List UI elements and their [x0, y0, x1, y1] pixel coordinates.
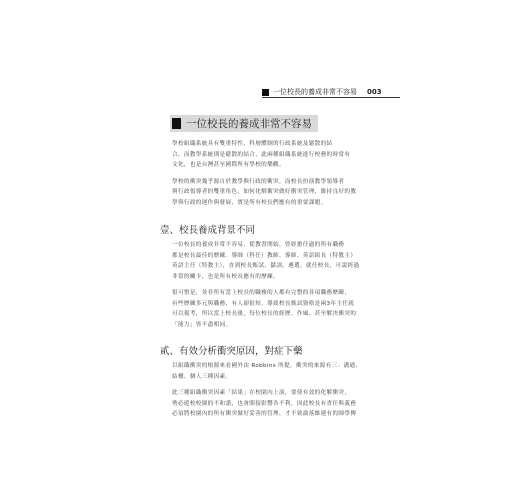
- chapter-title: 一位校長的養成非常不容易: [186, 118, 312, 130]
- text-line: 有些歷練多元與職務，有人卻很短，導致校長甄試資格是兩3年主任就: [172, 300, 355, 307]
- text-line: 很可惜是，並非所有當上校長的職務的人都有完整的各項職務歷練，: [172, 290, 351, 296]
- bookmark-icon: [262, 89, 269, 96]
- section1-text: [160, 240, 375, 336]
- text-line: 都是校長最佳的歷練。導師（科任）教師、導師、英語組長（特教主）: [172, 252, 357, 259]
- text-line: 此三種組織衝突因素「結果」在校園內上演，要使有效的化解衝突，: [172, 390, 351, 396]
- text-line: 與行政領導者的雙重角色，如何化解衝突做好衝突管理，維持良好的教: [172, 189, 357, 195]
- text-line: 學校組織系統具有雙重特性，科層體制的行政系統及鬆散的結: [172, 141, 333, 147]
- text-line: 勢必遊校校園的不和諧，也會間接影響各不利，因此校長有責任與義務: [172, 400, 357, 407]
- intro-text: [160, 139, 375, 214]
- text-line: 「能力」皆不盡相同。: [172, 321, 232, 328]
- text-line: 必須將校園內的所有衝突做好妥善的管理，才不致淪落維運有的師學傳: [172, 411, 357, 417]
- text-line: 英語主任（特教主），直到校長甄試、儲訓、遴選、就任校長，可說經過: [172, 263, 360, 269]
- section-heading: 壹、校長養成背景不同: [160, 225, 256, 236]
- text-line: 文化，也是台灣甚至國際所有學校的樂觀。: [172, 162, 285, 168]
- page-number: 003: [367, 88, 382, 96]
- section-heading: 貳、有效分析衝突原因，對症下藥: [160, 346, 303, 357]
- paragraph: [160, 139, 375, 171]
- paragraph: [160, 240, 375, 282]
- chapter-marker-icon: [172, 118, 181, 129]
- text-line: 非常的關卡，也是所有校長應有的歷練。: [172, 273, 279, 280]
- header-divider: [262, 97, 400, 98]
- section2-text: [160, 361, 375, 426]
- text-line: 可以報考，所以當上校長後，每位校長的經歷、作風、甚至解決衝突的: [172, 311, 357, 317]
- text-line: 合，而教學系統則是鬆散的結合，此兩種組織系統進行校務的時常有: [172, 151, 351, 158]
- running-header: [262, 87, 400, 97]
- chapter-title-box: [170, 115, 318, 132]
- text-line: 結構、個人三種因素。: [172, 373, 232, 380]
- text-line: 以組織衝突的根源來看國外由 Robbins 所提，衝突的來源有三：溝通、: [172, 363, 362, 369]
- paragraph: [160, 288, 375, 330]
- text-line: 學校的衝突幾乎源自於教學與行政的衝突，而校長扮演教學領導者: [172, 178, 345, 185]
- paragraph: [160, 388, 375, 420]
- text-line: 一位校長的養成非常不容易，從教書開始，曾經擔任過的所有職務: [172, 242, 345, 248]
- text-line: 學與行政的運作與發展，實是所有校長們應有的重要課題。: [172, 199, 327, 206]
- running-title: 一位校長的養成非常不容易: [273, 88, 357, 96]
- paragraph: [160, 361, 375, 382]
- paragraph: [160, 177, 375, 209]
